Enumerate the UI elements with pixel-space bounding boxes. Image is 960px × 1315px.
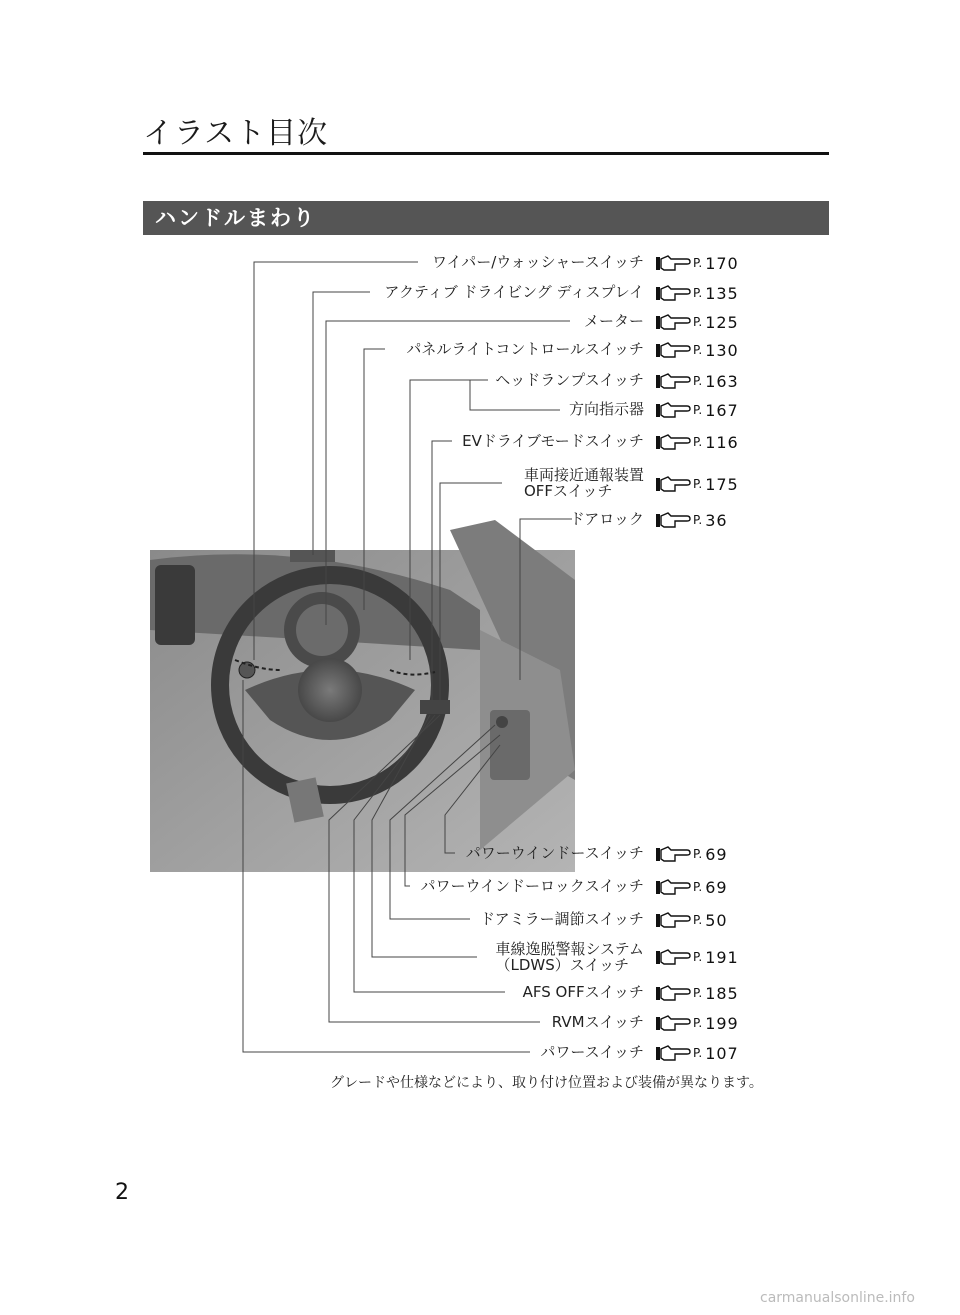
callout-label-turn-signal: 方向指示器 xyxy=(568,400,644,418)
page-prefix: P. xyxy=(693,256,703,270)
page-number-ref: 163 xyxy=(705,371,739,391)
callout-label-line1: 車線逸脱警報システム xyxy=(495,940,644,958)
callout-label-panel-light: パネルライトコントロールスイッチ xyxy=(406,340,644,358)
pointing-hand-icon xyxy=(655,1013,691,1033)
footnote: グレードや仕様などにより、取り付け位置および装備が異なります。 xyxy=(330,1075,763,1091)
page-number-ref: 199 xyxy=(705,1013,739,1033)
callout-label-power-window: パワーウインドースイッチ xyxy=(465,844,644,862)
page-prefix: P. xyxy=(693,513,703,527)
pointing-hand-icon xyxy=(655,283,691,303)
callout-label-rvm: RVMスイッチ xyxy=(551,1013,644,1031)
leader-line xyxy=(432,441,452,705)
pointing-hand-icon xyxy=(655,312,691,332)
leader-line xyxy=(243,680,530,1052)
pointing-hand-icon xyxy=(655,1043,691,1063)
callout-label-ev-drive-mode: EVドライブモードスイッチ xyxy=(462,432,644,450)
page-reference[interactable] xyxy=(655,947,739,967)
page-reference[interactable] xyxy=(655,340,739,360)
page-number-ref: 36 xyxy=(705,510,728,530)
page-reference[interactable] xyxy=(655,283,739,303)
page-prefix: P. xyxy=(693,1046,703,1060)
page-prefix: P. xyxy=(693,950,703,964)
callout-label-door-lock: ドアロック xyxy=(569,510,644,528)
page-reference[interactable] xyxy=(655,983,739,1003)
pointing-hand-icon xyxy=(655,253,691,273)
page-prefix: P. xyxy=(693,913,703,927)
callout-label-active-driving-display: アクティブ ドライビング ディスプレイ xyxy=(384,283,644,301)
callout-label-ldws xyxy=(495,941,644,973)
callout-label-power-window-lock: パワーウインドーロックスイッチ xyxy=(420,877,644,895)
page-prefix: P. xyxy=(693,1016,703,1030)
callout-label-line1: 車両接近通報装置 xyxy=(523,466,644,484)
page-number-ref: 107 xyxy=(705,1043,739,1063)
leader-line xyxy=(313,292,370,555)
leader-line xyxy=(410,380,488,660)
page-reference[interactable] xyxy=(655,910,728,930)
page-number-ref: 130 xyxy=(705,340,739,360)
page-number-ref: 167 xyxy=(705,400,739,420)
page-prefix: P. xyxy=(693,343,703,357)
pointing-hand-icon xyxy=(655,844,691,864)
page-reference[interactable] xyxy=(655,844,728,864)
leader-line xyxy=(329,715,540,1022)
leader-line xyxy=(445,745,500,853)
callout-label-meter: メーター xyxy=(583,312,644,330)
page-prefix: P. xyxy=(693,286,703,300)
page-prefix: P. xyxy=(693,374,703,388)
page-prefix: P. xyxy=(693,315,703,329)
pointing-hand-icon xyxy=(655,510,691,530)
pointing-hand-icon xyxy=(655,432,691,452)
page-title: イラスト目次 xyxy=(143,116,329,151)
page-number-ref: 50 xyxy=(705,910,728,930)
callout-label-line2: （LDWS）スイッチ xyxy=(495,956,630,974)
page-prefix: P. xyxy=(693,477,703,491)
page-reference[interactable] xyxy=(655,510,728,530)
pointing-hand-icon xyxy=(655,910,691,930)
page-number-ref: 170 xyxy=(705,253,739,273)
pointing-hand-icon xyxy=(655,983,691,1003)
leader-line xyxy=(405,735,500,886)
pointing-hand-icon xyxy=(655,371,691,391)
watermark: carmanualsonline.info xyxy=(760,1290,915,1306)
page-number-ref: 116 xyxy=(705,432,739,452)
callout-label-wiper: ワイパー/ウォッシャースイッチ xyxy=(431,253,644,271)
page-reference[interactable] xyxy=(655,312,739,332)
pointing-hand-icon xyxy=(655,947,691,967)
page-number-ref: 185 xyxy=(705,983,739,1003)
callout-label-line2: OFFスイッチ xyxy=(523,482,613,500)
pointing-hand-icon xyxy=(655,340,691,360)
page-number-ref: 69 xyxy=(705,877,728,897)
page-reference[interactable] xyxy=(655,371,739,391)
leader-line xyxy=(372,715,477,957)
leader-line xyxy=(364,349,385,610)
leader-line xyxy=(440,483,502,705)
page-reference[interactable] xyxy=(655,1013,739,1033)
callout-label-power-switch: パワースイッチ xyxy=(540,1043,644,1061)
callout-label-vehicle-approach xyxy=(524,467,644,499)
page-number-ref: 135 xyxy=(705,283,739,303)
page-reference[interactable] xyxy=(655,432,739,452)
page-prefix: P. xyxy=(693,403,703,417)
page-number-ref: 125 xyxy=(705,312,739,332)
pointing-hand-icon xyxy=(655,400,691,420)
page-prefix: P. xyxy=(693,847,703,861)
section-title: ハンドルまわり xyxy=(155,206,316,230)
callout-label-door-mirror: ドアミラー調節スイッチ xyxy=(480,910,644,928)
page-number-ref: 175 xyxy=(705,474,739,494)
page-number: 2 xyxy=(115,1180,129,1205)
callout-label-afs-off: AFS OFFスイッチ xyxy=(522,983,644,1001)
callout-label-headlamp: ヘッドランプスイッチ xyxy=(495,371,644,389)
page-reference[interactable] xyxy=(655,877,728,897)
page-reference[interactable] xyxy=(655,253,739,273)
pointing-hand-icon xyxy=(655,474,691,494)
page-reference[interactable] xyxy=(655,474,739,494)
page-prefix: P. xyxy=(693,986,703,1000)
page-prefix: P. xyxy=(693,435,703,449)
leader-line xyxy=(254,262,418,660)
page-prefix: P. xyxy=(693,880,703,894)
page-reference[interactable] xyxy=(655,400,739,420)
pointing-hand-icon xyxy=(655,877,691,897)
page-number-ref: 69 xyxy=(705,844,728,864)
leader-line xyxy=(520,519,572,680)
page-reference[interactable] xyxy=(655,1043,739,1063)
page-number-ref: 191 xyxy=(705,947,739,967)
